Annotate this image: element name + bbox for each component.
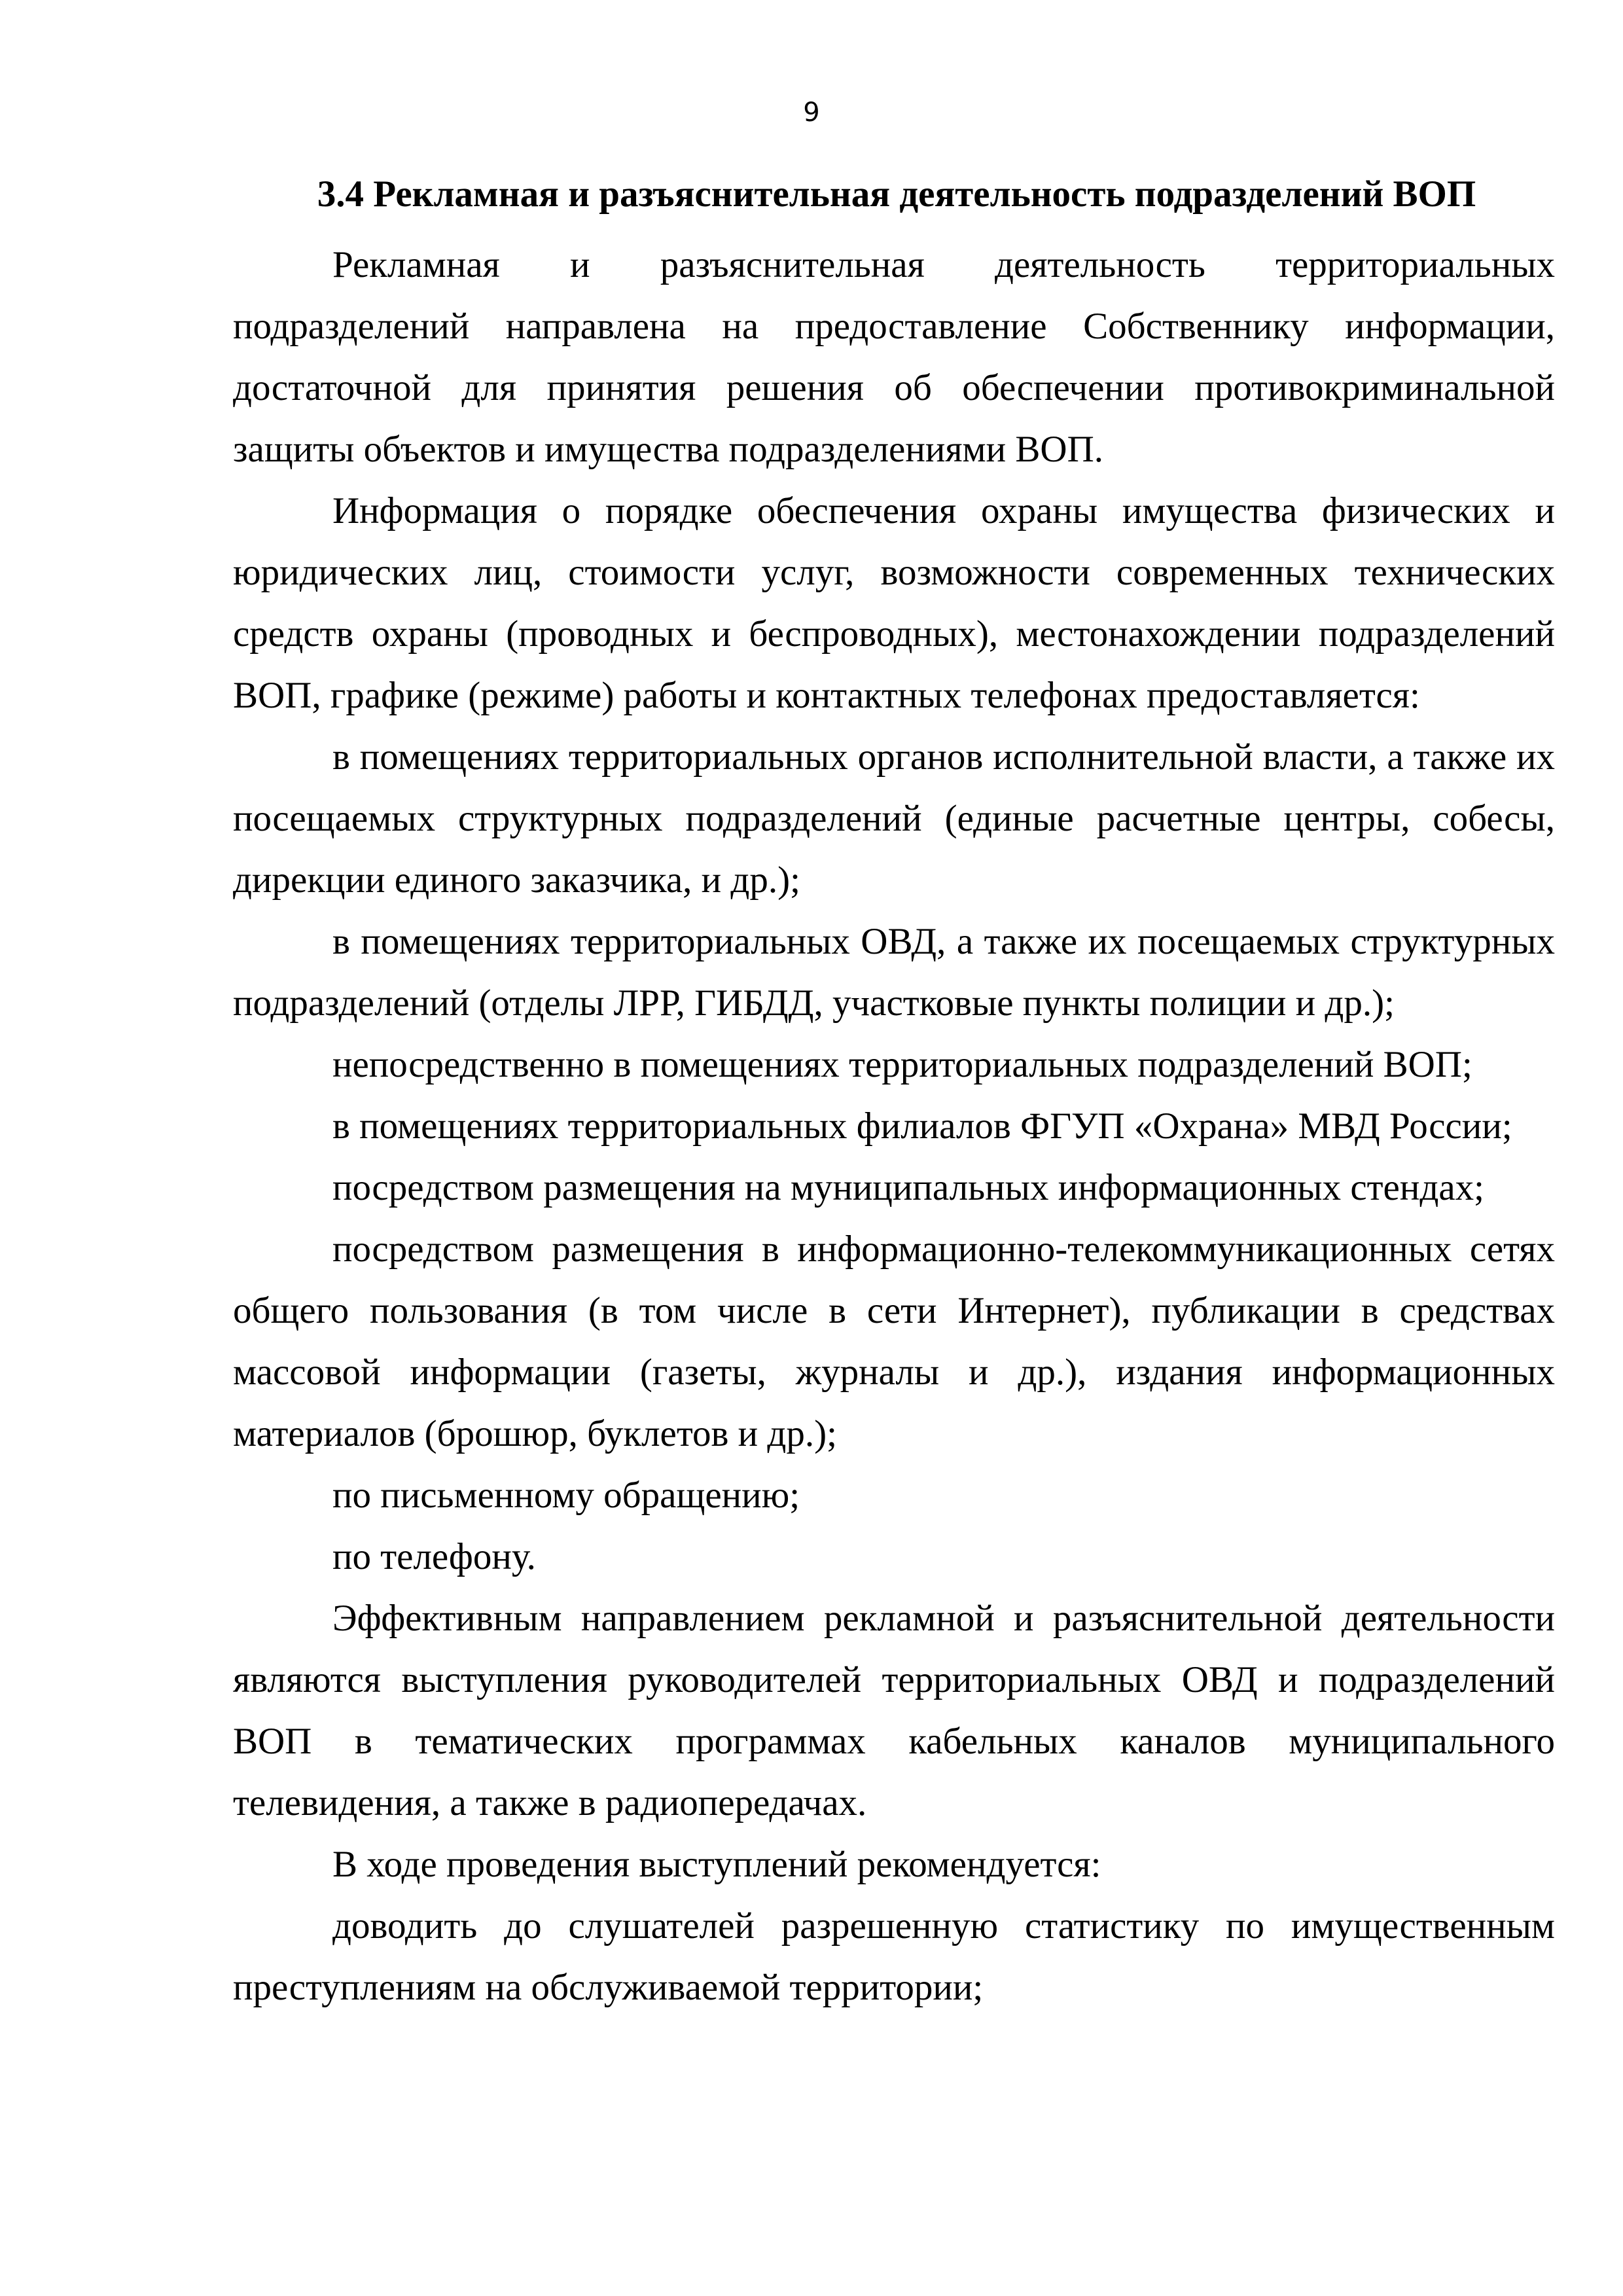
section-heading: 3.4 Рекламная и разъяснительная деятельность подразделений ВОП <box>317 173 1476 215</box>
list-item: по письменному обращению; <box>332 1475 800 1516</box>
body-text <box>233 234 1555 2018</box>
list-item: в помещениях территориальных филиалов ФГУП «Охрана» МВД России; <box>332 1105 1512 1147</box>
list-item: по телефону. <box>332 1536 536 1577</box>
list-item: посредством размещения на муниципальных информационных стендах; <box>332 1167 1484 1208</box>
paragraph: В ходе проведения выступлений рекомендуется: <box>332 1844 1101 1885</box>
list-item: непосредственно в помещениях территориальных подразделений ВОП; <box>332 1044 1472 1085</box>
list-item: доводить до слушателей разрешенную статистику по имущественным преступлениям на обслуживаемой территории; <box>233 1905 1555 2008</box>
list-item: посредством размещения в информационно-телекоммуникационных сетях общего пользования (в том числе в сети Интернет), публикации в средствах массовой информации (газеты, журналы и др.), издания информационных материалов (брошюр, буклетов и др.); <box>233 1229 1555 1454</box>
list-item: в помещениях территориальных ОВД, а также их посещаемых структурных подразделений (отделы ЛРР, ГИБДД, участковые пункты полиции и др.); <box>233 921 1555 1024</box>
paragraph: Рекламная и разъяснительная деятельность территориальных подразделений направлена на предоставление Собственнику информации, достаточной для принятия решения об обеспечении противокриминальной защиты объектов и имущества подразделениями ВОП. <box>233 244 1555 470</box>
paragraph: Информация о порядке обеспечения охраны имущества физических и юридических лиц, стоимости услуг, возможности современных технических средств охраны (проводных и беспроводных), местонахождении подразделений ВОП, графике (режиме) работы и контактных телефонах предоставляется: <box>233 490 1555 716</box>
page-number: 9 <box>803 98 820 128</box>
list-item: в помещениях территориальных органов исполнительной власти, а также их посещаемых структурных подразделений (единые расчетные центры, собесы, дирекции единого заказчика, и др.); <box>233 736 1555 901</box>
paragraph: Эффективным направлением рекламной и разъяснительной деятельности являются выступления руководителей территориальных ОВД и подразделений ВОП в тематических программах кабельных каналов муниципального телевидения, а также в радиопередачах. <box>233 1598 1555 1823</box>
